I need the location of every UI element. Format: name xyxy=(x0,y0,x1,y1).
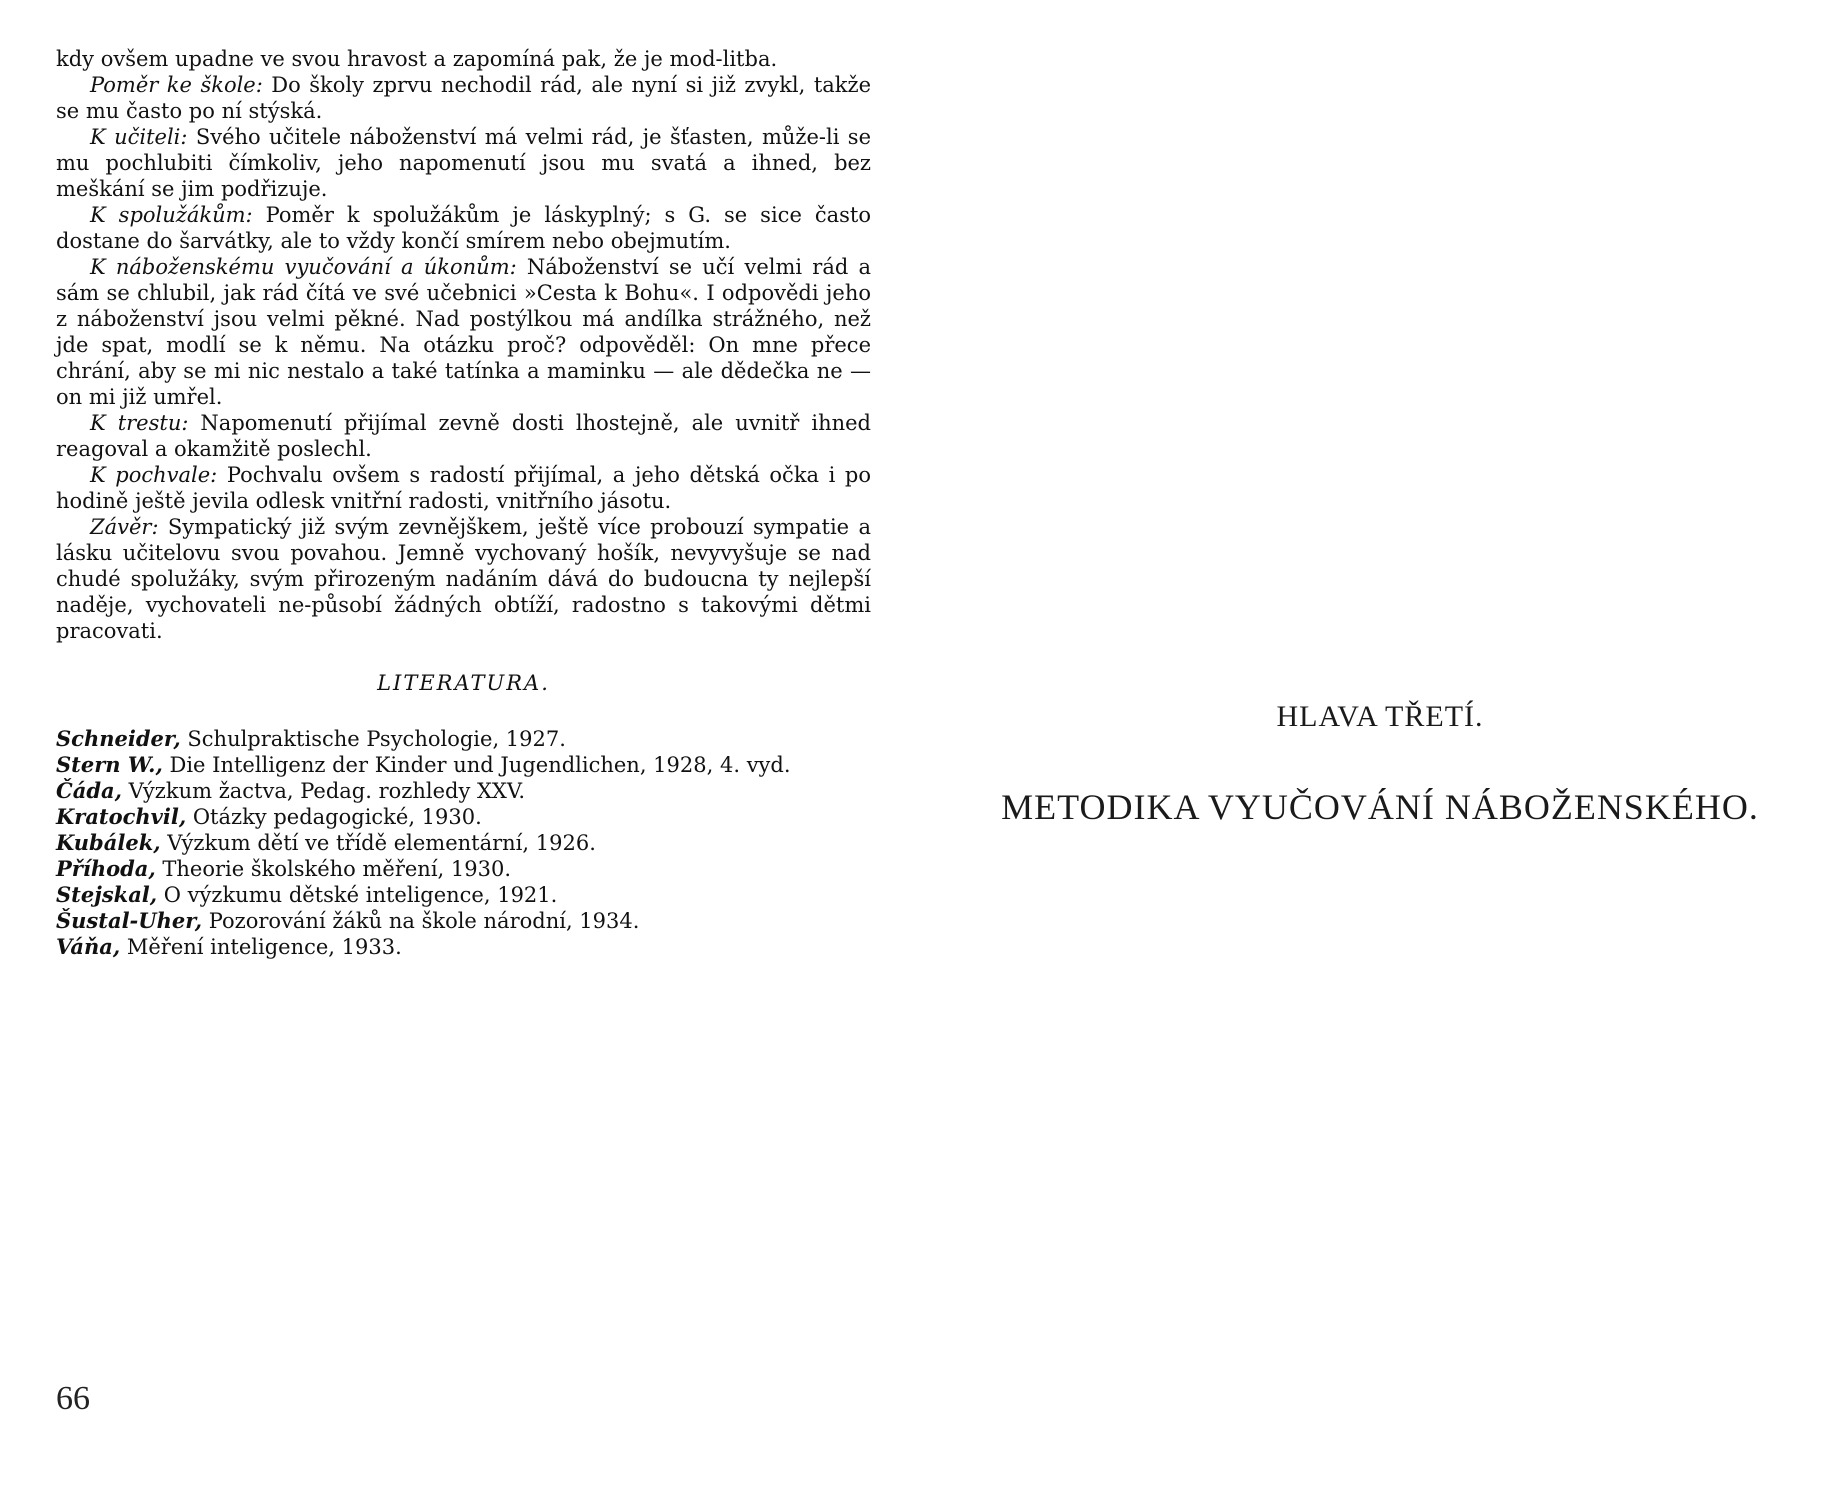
paragraph-lead: Poměr ke škole: xyxy=(90,73,263,97)
paragraph-lead: K spolužákům: xyxy=(90,203,253,227)
paragraph-text: Napomenutí přijímal zevně dosti lhostejně, ale uvnitř ihned reagoval a okamžitě poslechl. xyxy=(56,411,871,461)
left-page xyxy=(56,46,871,960)
literature-item xyxy=(56,726,871,752)
paragraph-text: Pochvalu ovšem s radostí přijímal, a jeho dětská očka i po hodině ještě jevila odlesk vnitřní radosti, vnitřního jásotu. xyxy=(56,463,872,513)
literature-item xyxy=(56,830,871,856)
literature-item xyxy=(56,934,871,960)
paragraph-lead: K pochvale: xyxy=(90,463,218,487)
literature-item xyxy=(56,856,871,882)
chapter-label: HLAVA TŘETÍ. xyxy=(1276,700,1484,733)
literature-list xyxy=(56,726,871,960)
paragraph-continuation xyxy=(56,46,871,72)
literature-work: Theorie školského měření, 1930. xyxy=(155,857,512,881)
paragraph-lead: K trestu: xyxy=(90,411,189,435)
paragraph-text: kdy ovšem upadne ve svou hravost a zapomíná pak, že je mod-litba. xyxy=(56,47,778,71)
literature-author: Kubálek, xyxy=(56,830,161,855)
literature-author: Čáda, xyxy=(56,778,122,803)
literature-work: Výzkum dětí ve třídě elementární, 1926. xyxy=(160,831,596,855)
paragraph-punishment xyxy=(56,410,871,462)
literature-author: Stern W., xyxy=(56,752,163,777)
literature-author: Kratochvil, xyxy=(56,804,187,829)
literature-author: Příhoda, xyxy=(56,856,156,881)
literature-heading: LITERATURA. xyxy=(377,671,550,695)
literature-work: Otázky pedagogické, 1930. xyxy=(186,805,482,829)
paragraph-lead: K náboženskému vyučování a úkonům: xyxy=(90,255,517,279)
page-number: 66 xyxy=(56,1380,90,1417)
literature-work: Výzkum žactva, Pedag. rozhledy XXV. xyxy=(121,779,526,803)
literature-author: Šustal-Uher, xyxy=(56,908,203,933)
literature-item xyxy=(56,908,871,934)
literature-work: Pozorování žáků na škole národní, 1934. xyxy=(202,909,640,933)
paragraph-lead: K učiteli: xyxy=(90,125,188,149)
paragraph-school-relation xyxy=(56,72,871,124)
literature-item xyxy=(56,882,871,908)
paragraph-lead: Závěr: xyxy=(90,515,159,539)
literature-author: Váňa, xyxy=(56,934,121,959)
literature-item xyxy=(56,778,871,804)
literature-author: Schneider, xyxy=(56,726,181,751)
literature-item xyxy=(56,804,871,830)
paragraph-text: Náboženství se učí velmi rád a sám se chlubil, jak rád čítá ve své učebnici »Cesta k Bohu«. I odpovědi jeho z náboženství jsou velmi pěkné. Nad postýlkou má andílka strážného, než jde spat, modlí se k němu. Na otázku proč? odpověděl: On mne přece chrání, aby se mi nic nestalo a také tatínka a maminku — ale dědečka ne — on mi již umřel. xyxy=(56,255,871,409)
paragraph-classmates xyxy=(56,202,871,254)
paragraph-text: Poměr k spolužákům je láskyplný; s G. se sice často dostane do šarvátky, ale to vždy končí smírem nebo obejmutím. xyxy=(56,203,871,253)
literature-work: O výzkumu dětské inteligence, 1921. xyxy=(157,883,558,907)
literature-work: Schulpraktische Psychologie, 1927. xyxy=(180,727,566,751)
paragraph-text: Svého učitele náboženství má velmi rád, je šťasten, může-li se mu pochlubiti čímkoliv, jeho napomenutí jsou mu svatá a ihned, bez meškání se jim podřizuje. xyxy=(56,125,871,201)
right-page xyxy=(960,700,1800,828)
paragraph-praise xyxy=(56,462,871,514)
paragraph-text: Do školy zprvu nechodil rád, ale nyní si již zvykl, takže se mu často po ní stýská. xyxy=(56,73,871,123)
paragraph-religious-teaching xyxy=(56,254,871,410)
chapter-title: METODIKA VYUČOVÁNÍ NÁBOŽENSKÉHO. xyxy=(1001,787,1759,827)
literature-item xyxy=(56,752,871,778)
literature-work: Die Intelligenz der Kinder und Jugendlichen, 1928, 4. vyd. xyxy=(162,753,791,777)
paragraph-text: Sympatický již svým zevnějškem, ještě více probouzí sympatie a lásku učitelovu svou povahou. Jemně vychovaný hošík, nevyvyšuje se nad chudé spolužáky, svým přirozeným nadáním dává do budoucna ty nejlepší naděje, vychovateli ne-působí žádných obtíží, radostno s takovými dětmi pracovati. xyxy=(56,515,871,643)
paragraph-teacher xyxy=(56,124,871,202)
literature-work: Měření inteligence, 1933. xyxy=(120,935,402,959)
literature-author: Stejskal, xyxy=(56,882,158,907)
paragraph-conclusion xyxy=(56,514,871,644)
